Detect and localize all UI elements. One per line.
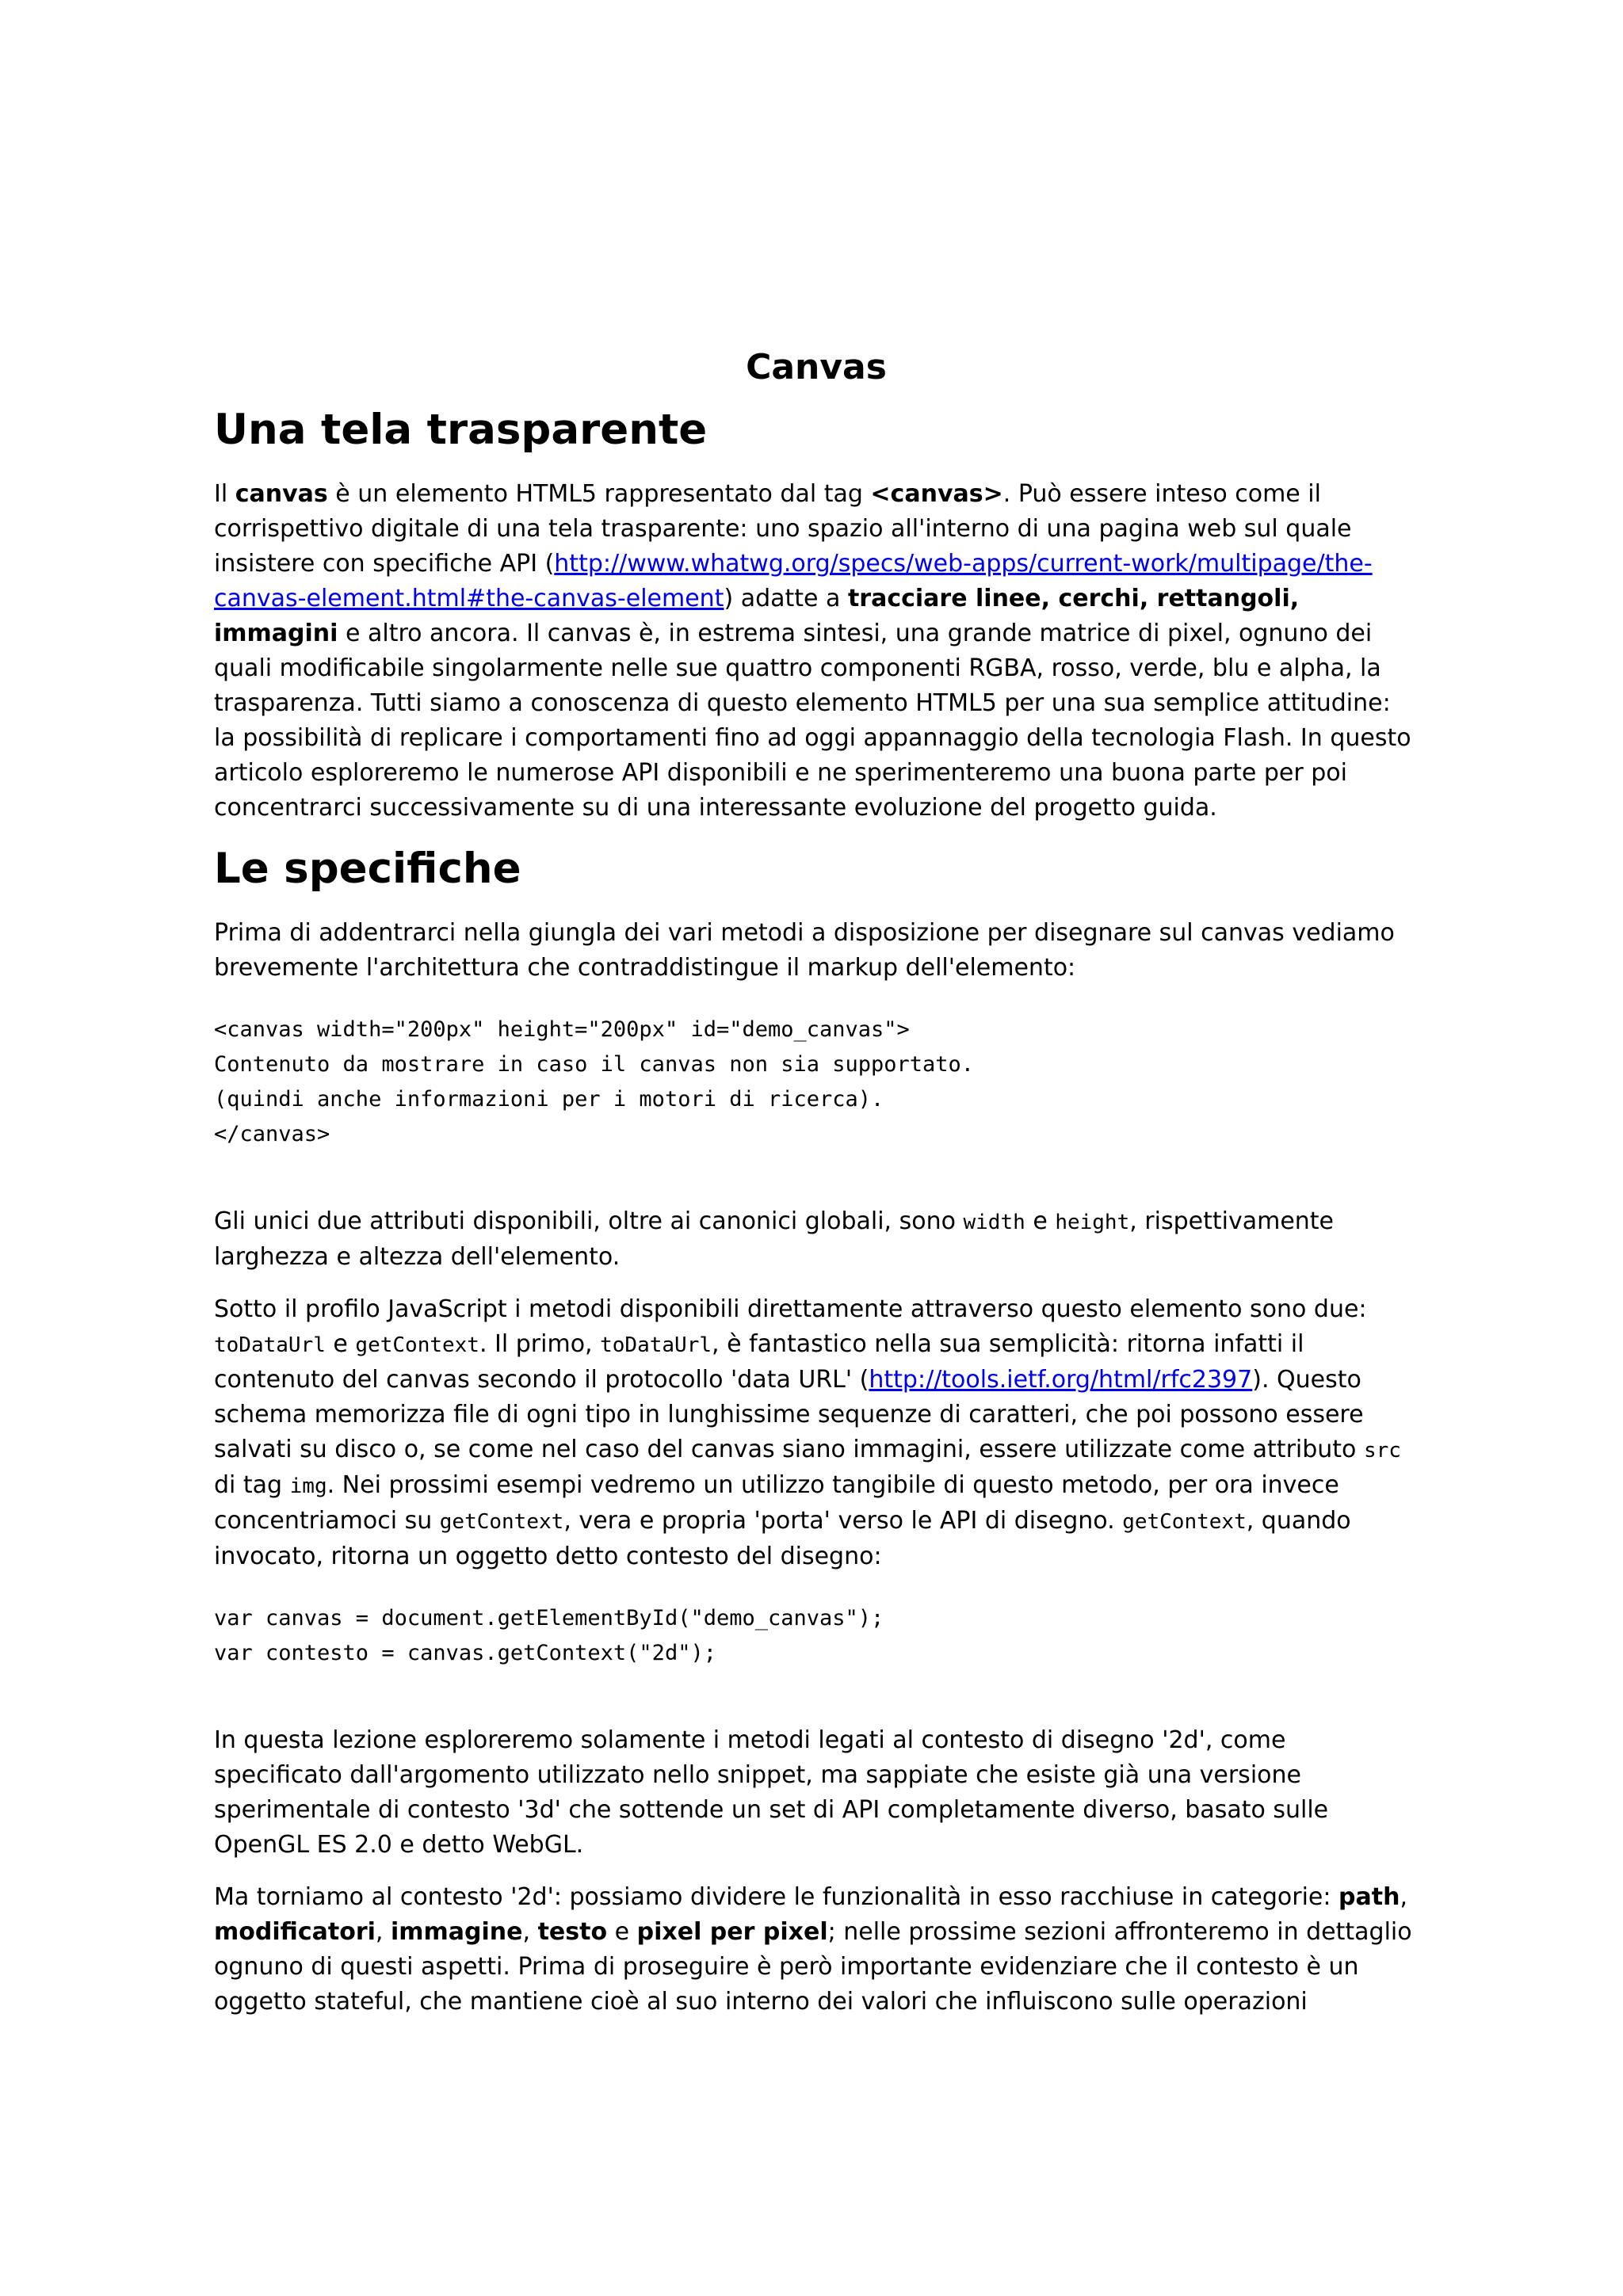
text: è un elemento HTML5 rappresentato dal tag [327,480,871,508]
javascript-paragraph [214,1292,1419,1574]
text: di tag [214,1471,290,1499]
text: . Nei prossimi esempi vedremo un utilizzo tangibile di questo metodo, per ora invece concentriamoci su [214,1471,1339,1535]
text: , [522,1918,538,1946]
bold-immagine: immagine [391,1918,523,1946]
inline-code: getContext [439,1510,564,1534]
code-block-canvas-markup: <canvas width="200px" height="200px" id="demo_canvas"> Contenuto da mostrare in caso il canvas non sia supportato. (quindi anche informazioni per i motori di ricerca). </canvas> [214,1017,975,1146]
text: . Può essere inteso come il corrispettivo digitale di una tela trasparente: uno spazio all'interno di una pagina web sul quale insistere con specifiche API ( [214,480,1352,578]
document-title: Canvas [746,347,887,387]
document-page [214,333,1419,2037]
inline-code: width [963,1211,1025,1234]
inline-code: toDataUrl [600,1333,712,1357]
bold-canvas: canvas [235,480,328,508]
bold-canvas-tag: <canvas> [870,480,1003,508]
intro-paragraph [214,477,1419,826]
text: , è fantastico nella sua semplicità: ritorna infatti il contenuto del canvas secondo il protocollo 'data URL' ( [214,1330,1304,1394]
bold-path: path [1338,1883,1400,1911]
text: ; nelle prossime sezioni affronteremo in dettaglio ognuno di questi aspetti. Prima di proseguire è però importante evidenziare che il contesto è un oggetto stateful, che mantiene cioè al suo interno dei valori che influiscono sulle operazioni [214,1918,1412,2016]
text: Sotto il profilo JavaScript i metodi disponibili direttamente attraverso questo elemento sono due: [214,1295,1367,1323]
bold-testo: testo [537,1918,608,1946]
text: e altro ancora. Il canvas è, in estrema sintesi, una grande matrice di pixel, ognuno dei quali modificabile singolarmente nelle sue quattro componenti RGBA, rosso, verde, blu e alpha, la trasparenza. Tutti siamo a conoscenza di questo elemento HTML5 per una sua semplice attitudine: la possibilità di replicare i comportamenti fino ad oggi appannaggio della tecnologia Flash. In questo articolo esploreremo le numerose API disponibili e ne sperimenteremo una buona parte per poi concentrarci successivamente su di una interessante evoluzione del progetto guida. [214,620,1411,822]
inline-code: src [1363,1439,1401,1463]
text: , vera e propria 'porta' verso le API di disegno. [563,1507,1123,1535]
inline-code: img [289,1474,327,1498]
inline-code: getContext [1122,1510,1247,1534]
text: e [607,1918,637,1946]
bold-pixel: pixel per pixel [636,1918,828,1946]
text: , [1400,1883,1407,1911]
text: e [325,1330,356,1358]
text: Ma torniamo al contesto '2d': possiamo dividere le funzionalità in esso racchiuse in categorie: [214,1883,1339,1911]
text: ) adatte a [724,585,848,612]
rfc2397-link[interactable]: http://tools.ietf.org/html/rfc2397 [869,1366,1253,1394]
bold-features: tracciare linee, cerchi, rettangoli, immagini [214,585,1300,647]
text: , quando invocato, ritorna un oggetto detto contesto del disegno: [214,1507,1351,1570]
text: , rispettivamente larghezza e altezza dell'elemento. [214,1207,1335,1271]
text: . Il primo, [479,1330,601,1358]
text: e [1025,1207,1056,1235]
code-block-getcontext: var canvas = document.getElementById("demo_canvas"); var contesto = canvas.getContext("2d"); [214,1606,884,1665]
specifiche-paragraph: Prima di addentrarci nella giungla dei vari metodi a disposizione per disegnare sul canvas vediamo brevemente l'architettura che contraddistingue il markup dell'elemento: [214,919,1395,982]
section-heading-specifiche: Le specifiche [214,845,521,893]
attributes-paragraph [214,1204,1419,1275]
whatwg-link[interactable]: http://www.whatwg.org/specs/web-apps/current-work/multipage/the-canvas-element.html#the-canvas-element [214,550,1373,612]
text: Il [214,480,235,508]
text: , [375,1918,391,1946]
bold-modificatori: modificatori [214,1918,376,1946]
section-heading-tela: Una tela trasparente [214,406,708,454]
text: Gli unici due attributi disponibili, oltre ai canonici globali, sono [214,1207,964,1235]
categories-paragraph [214,1880,1419,2019]
inline-code: getContext [355,1333,479,1357]
inline-code: toDataUrl [214,1333,326,1357]
inline-code: height [1055,1211,1130,1234]
context-2d-paragraph: In questa lezione esploreremo solamente i metodi legati al contesto di disegno '2d', come specificato dall'argomento utilizzato nello snippet, ma sappiate che esiste già una versione sperimentale di contesto '3d' che sottende un set di API completamente diverso, basato sulle OpenGL ES 2.0 e detto WebGL. [214,1726,1329,1859]
text: ). Questo schema memorizza file di ogni tipo in lunghissime sequenze di caratteri, che poi possono essere salvati su disco o, se come nel caso del canvas siano immagini, essere utilizzate come attributo [214,1366,1364,1463]
